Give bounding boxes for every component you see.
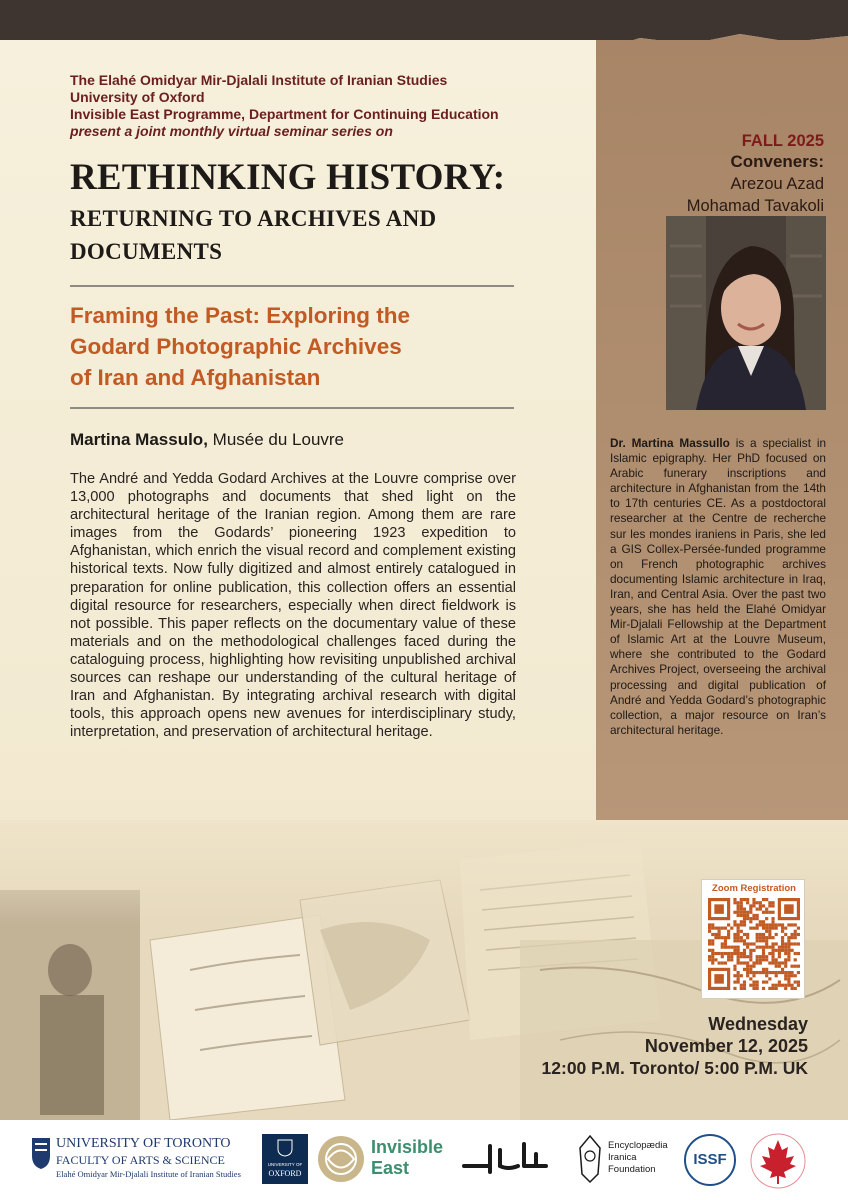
speaker [70, 430, 344, 450]
sponsor-logos [0, 1120, 848, 1200]
abstract-text: The André and Yedda Godard Archives at the Louvre comprise over 13,000 photographs and documents that shed light on the architectural heritage of the Iranian region. Among them are rare images from the Godards’ pioneering 1923 expedition to Afghanistan, which enrich the visual record and complement existing historical texts. Now fully digitized and almost entirely catalogued in preparation for online publication, this collection offers an essential digital resource for researchers, especially when direct fieldwork is not possible. This paper reflects on the documentary value of these materials and on the methodological challenges faced during the cataloguing process, highlighting how revisiting unpublished archival sources can reshape our understanding of the cultural heritage of Iran and Afghanistan. By integrating archival research with digital tools, this approach opens new avenues for interdisciplinary study, interpretation, and preservation of architectural heritage. [70, 471, 516, 741]
speaker-photo [666, 216, 826, 410]
invisible-east-line2: East [371, 1158, 410, 1178]
presents-line: present a joint monthly virtual seminar series on [70, 123, 393, 139]
issf-logo [684, 1134, 736, 1186]
convener-name: Arezou Azad [730, 175, 824, 193]
divider-top [70, 285, 514, 287]
series-subtitle-line2: DOCUMENTS [70, 239, 223, 264]
event-datetime [542, 1013, 808, 1079]
oxford-line2: OXFORD [268, 1169, 302, 1178]
iranica-line1: Encyclopædia [608, 1140, 668, 1151]
iranica-line2: Iranica [608, 1152, 637, 1163]
uoft-name: UNIVERSITY OF TORONTO [56, 1136, 231, 1151]
talk-title-line1: Framing the Past: Exploring the [70, 303, 411, 328]
conveners-heading: Conveners: [730, 152, 824, 171]
invisible-east-emblem-icon [316, 1134, 366, 1184]
convener-name: Mohamad Tavakoli [686, 197, 824, 215]
divider-bottom [70, 407, 514, 409]
iranica-line3: Foundation [608, 1164, 656, 1175]
uoft-logo [30, 1134, 241, 1186]
term-label: FALL 2025 [741, 132, 824, 150]
talk-title-line2: Godard Photographic Archives [70, 334, 402, 359]
programme-line: Invisible East Programme, Department for Continuing Education [70, 106, 499, 122]
event-time: 12:00 P.M. Toronto/ 5:00 P.M. UK [541, 1058, 808, 1078]
university-line: University of Oxford [70, 89, 205, 105]
qr-code-icon [708, 898, 800, 990]
encyclopaedia-iranica-logo [578, 1134, 678, 1186]
uoft-faculty: FACULTY OF ARTS & SCIENCE [56, 1153, 225, 1167]
qr-label: Zoom Registration [712, 883, 796, 894]
oxford-line1: UNIVERSITY OF [267, 1162, 303, 1167]
maple-leaf-society-logo-icon [748, 1132, 808, 1190]
event-day: Wednesday [708, 1014, 808, 1034]
talk-title-line3: of Iran and Afghanistan [70, 365, 321, 390]
issf-label: ISSF [693, 1151, 727, 1168]
invisible-east-line1: Invisible [371, 1137, 444, 1157]
conveners-list [687, 173, 824, 217]
iranica-emblem-icon [578, 1134, 602, 1184]
institute-line: The Elahé Omidyar Mir-Djalali Institute of Iranian Studies [70, 72, 448, 88]
bio-text: is a specialist in Islamic epigraphy. Her PhD focused on Arabic funerary inscriptions and architecture in Afghanistan from the 14th to 17th centuries CE. As a postdoctoral researcher at the Centre de recherche sur les mondes iraniens in Paris, she led a GIS Collex-Persée-funded programme on French photographic archives documenting Islamic architecture in Iraq, Iran, and Central Asia. Over the past two years, she has held the Elahé Omidyar Mir-Djalali Fellowship at the Department of Islamic Art at the Louvre Museum, where she contributed to the Godard Archives Project, overseeing the archival processing and digital publication of André and Yedda Godard’s photographic collection, a major resource on Iran’s architectural heritage. [610, 436, 826, 737]
iran-nameh-logo-icon [460, 1136, 550, 1182]
series-title: RETHINKING HISTORY: [70, 157, 506, 198]
organizers-intro [70, 72, 590, 140]
talk-title [70, 300, 510, 393]
oxford-crest-icon [277, 1139, 293, 1157]
speaker-affiliation: Musée du Louvre [212, 430, 345, 449]
zoom-registration-qr[interactable] [701, 879, 805, 999]
uoft-institute: Elahé Omidyar Mir-Djalali Institute of Iranian Studies [56, 1169, 241, 1179]
uoft-crest-icon [30, 1136, 52, 1170]
invisible-east-logo [316, 1134, 446, 1186]
event-date: November 12, 2025 [644, 1036, 808, 1056]
oxford-logo [262, 1134, 308, 1184]
speaker-name: Martina Massulo, [70, 430, 208, 449]
speaker-bio [610, 436, 826, 738]
series-subtitle-line1: RETURNING TO ARCHIVES AND [70, 206, 437, 231]
series-subtitle [70, 202, 540, 268]
bio-name: Dr. Martina Massullo [610, 436, 730, 450]
